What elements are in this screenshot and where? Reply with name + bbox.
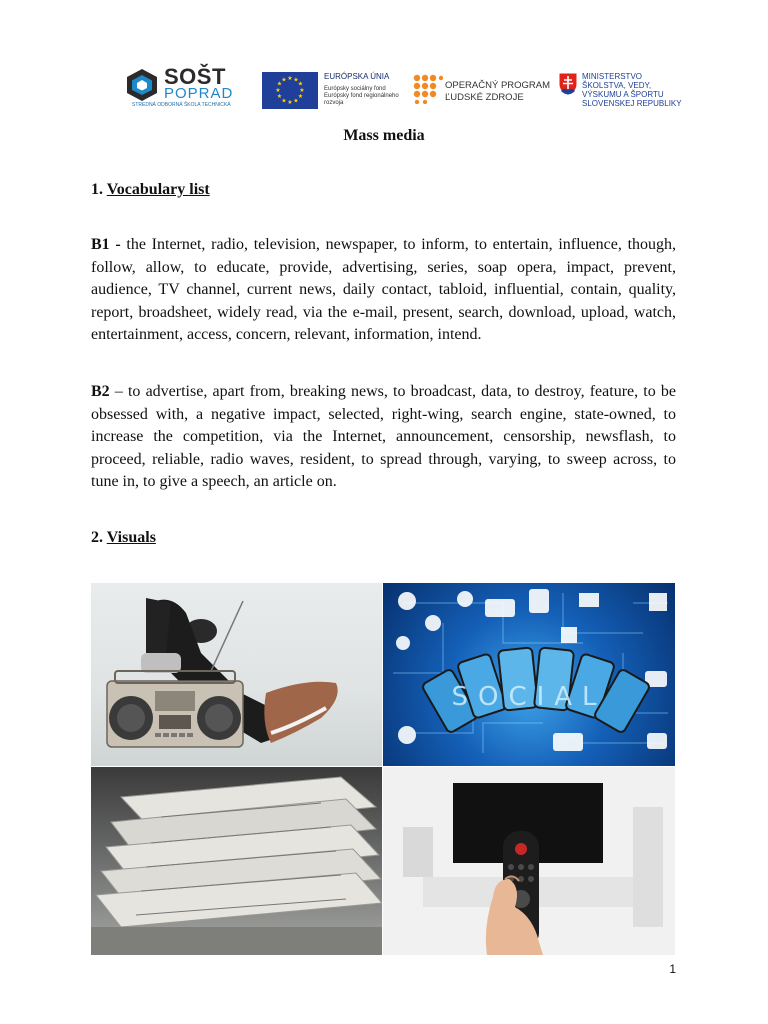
op-line2: ĽUDSKÉ ZDROJE (445, 92, 524, 103)
b1-text: the Internet, radio, television, newspaper, to inform, to entertain, influence, though, follow, allow, to educate, provide, advertising, series, soap opera, impact, prevent, audience, TV channel, current news, daily contact, tabloid, influential, contain, quality, report, broadsheet, widely read, via the e-mail, present, search, download, upload, watch, entertainment, access, concern, relevant, information, intend. (91, 236, 677, 343)
eu-fund-regional: Európsky fond regionálneho rozvoja (324, 93, 399, 106)
sost-name: SOŠT (164, 64, 226, 89)
ministry-line4: SLOVENSKEJ REPUBLIKY (582, 99, 682, 108)
svg-text:★: ★ (276, 80, 283, 88)
svg-text:★: ★ (293, 97, 299, 105)
page-title: Mass media (343, 127, 425, 144)
slovak-shield-icon (558, 72, 578, 96)
svg-text:★: ★ (281, 76, 287, 84)
b1-label: B1 - (91, 236, 121, 253)
section-heading-visuals (91, 529, 156, 547)
op-text (445, 80, 550, 104)
eu-funds (324, 86, 404, 107)
ministry-line3: VÝSKUMU A ŠPORTU (582, 90, 664, 99)
svg-text:★: ★ (276, 93, 283, 100)
page-number: 1 (669, 962, 676, 976)
ministry-text (582, 72, 682, 108)
op-logo (413, 66, 553, 110)
section-heading-vocabulary (91, 181, 210, 199)
logo-header (0, 66, 768, 116)
eu-fund-social: Európsky sociálny fond (324, 86, 386, 92)
social-media-photo (383, 583, 675, 766)
svg-text:★: ★ (287, 99, 293, 106)
section-number: 2. (91, 529, 103, 546)
sost-hexagon-icon (124, 68, 160, 102)
visuals-grid (91, 583, 675, 955)
b2-text: – to advertise, apart from, breaking news, to broadcast, data, to destroy, feature, to be obsessed with, a negative impact, selected, right-wing, search engine, state-owned, to increase the competition, via the Internet, announcement, censorship, newsflash, to proceed, reliable, radio waves, resident, to spread through, varying, to sweep across, to tune in, to give a speech, an article on. (91, 383, 676, 490)
sost-city: POPRAD (164, 85, 234, 102)
svg-text:★: ★ (293, 76, 299, 84)
section-title: Vocabulary list (106, 181, 210, 198)
sost-logo (124, 66, 236, 110)
svg-text:★: ★ (297, 93, 304, 100)
ministry-line2: ŠKOLSTVA, VEDY, (582, 81, 652, 90)
ministry-line1: MINISTERSTVO (582, 72, 643, 81)
b1-vocabulary-paragraph (91, 234, 676, 347)
op-dots-icon (413, 74, 443, 104)
eu-title: EURÓPSKA ÚNIA (324, 72, 390, 81)
ministry-logo (558, 66, 688, 110)
section-number: 1. (91, 181, 103, 198)
tv-remote-photo (383, 767, 675, 955)
radio-photo (91, 583, 382, 766)
newspapers-photo (91, 767, 382, 955)
social-word: SOCIAL (451, 682, 607, 712)
b2-vocabulary-paragraph (91, 381, 676, 494)
section-title: Visuals (106, 529, 156, 546)
sost-tagline: STREDNÁ ODBORNÁ ŠKOLA TECHNICKÁ (132, 102, 231, 108)
svg-text:★: ★ (297, 80, 304, 88)
svg-text:★: ★ (287, 75, 293, 82)
svg-text:★: ★ (275, 87, 281, 94)
b2-label: B2 (91, 383, 110, 400)
eu-logo (262, 66, 402, 110)
svg-text:★: ★ (299, 87, 305, 94)
svg-text:★: ★ (281, 97, 287, 105)
op-line1: OPERAČNÝ PROGRAM (445, 80, 551, 91)
eu-flag-icon (262, 72, 318, 109)
